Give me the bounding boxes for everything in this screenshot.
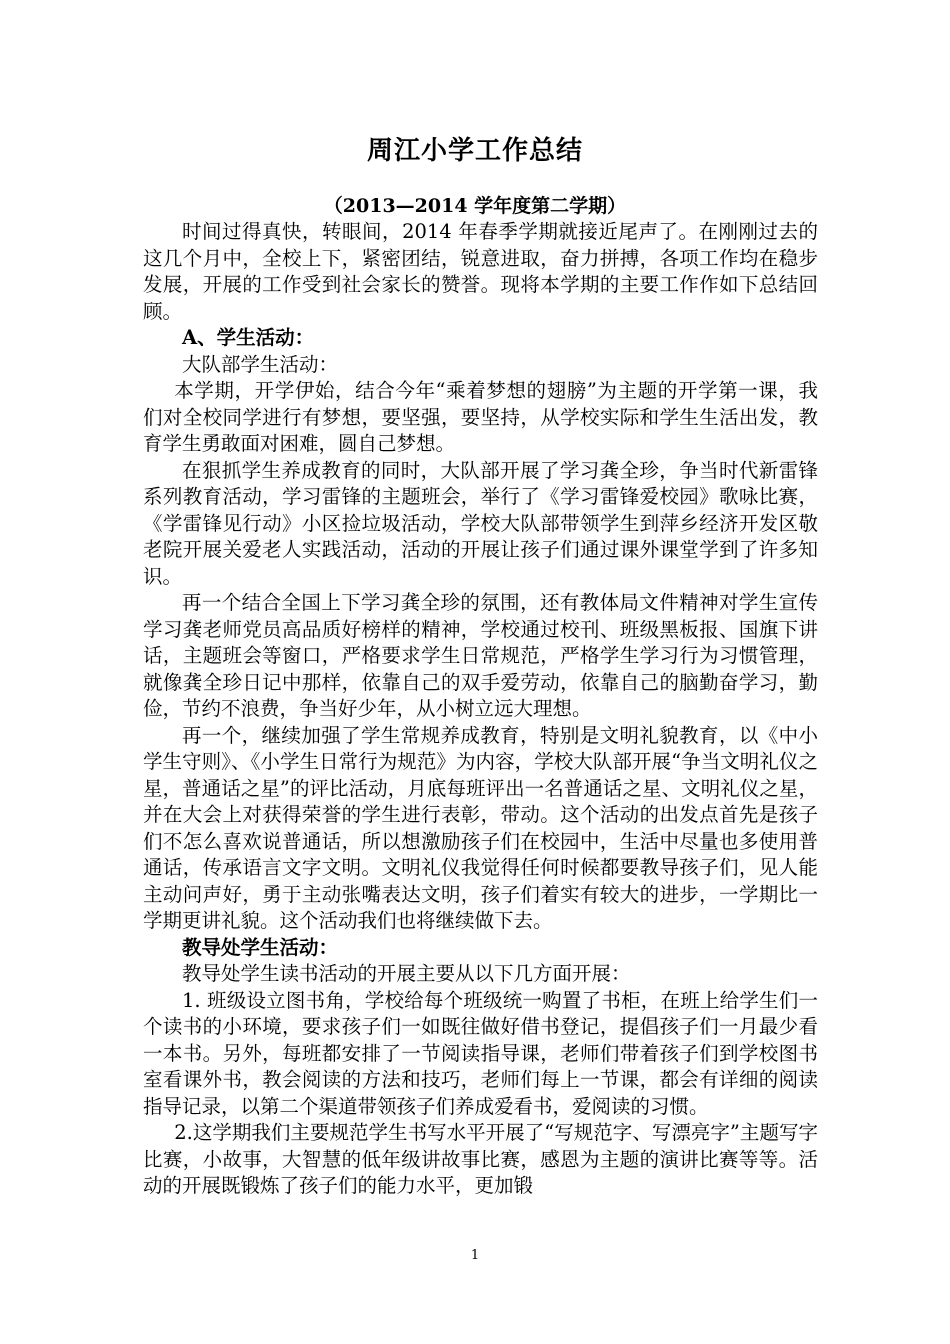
subsection-heading-academic-office: 教导处学生活动： xyxy=(182,935,339,959)
body-paragraph: 教导处学生读书活动的开展主要从以下几方面开展： xyxy=(182,962,631,985)
document-body xyxy=(143,219,818,1200)
document-subtitle: （2013—2014 学年度第二学期） xyxy=(323,195,627,217)
document-title: 周江小学工作总结 xyxy=(366,136,583,166)
page-number: 1 xyxy=(470,1248,480,1263)
intro-paragraph: 时间过得真快，转眼间，2014 年春季学期就接近尾声了。在刚刚过去的这几个月中，全校上下，紧密团结，锐意进取，奋力拼搏，各项工作均在稳步发展，开展的工作受到社会家长的赞誉。现将本学期的主要工作作如下总结回顾。 xyxy=(143,220,818,323)
body-paragraph: 本学期，开学伊始，结合今年“乘着梦想的翅膀”为主题的开学第一课，我们对全校同学进行有梦想，要坚强，要坚持，从学校实际和学生生活出发，教育学生勇敢面对困难，圆自己梦想。 xyxy=(143,379,818,455)
body-paragraph: 再一个结合全国上下学习龚全珍的氛围，还有教体局文件精神对学生宣传学习龚老师党员高品质好榜样的精神，学校通过校刊、班级黑板报、国旗下讲话，主题班会等窗口，严格要求学生日常规范，严格学生学习行为习惯管理，就像龚全珍日记中那样，依靠自己的双手爱劳动，依靠自己的脑勤奋学习，勤俭，节约不浪费，争当好少年，从小树立远大理想。 xyxy=(143,591,818,720)
body-paragraph: 再一个，继续加强了学生常规养成教育，特别是文明礼貌教育，以《中小学生守则》、《小学生日常行为规范》为内容，学校大队部开展“争当文明礼仪之星，普通话之星”的评比活动，月底每班评出一名普通话之星、文明礼仪之星，并在大会上对获得荣誉的学生进行表彰，带动。这个活动的出发点首先是孩子们不怎么喜欢说普通话，所以想激励孩子们在校园中，生活中尽量也多使用普通话，传承语言文字文明。文明礼仪我觉得任何时候都要教导孩子们，见人能主动问声好，勇于主动张嘴表达文明，孩子们着实有较大的进步，一学期比一学期更讲礼貌。这个活动我们也将继续做下去。 xyxy=(143,723,818,932)
body-paragraph: 在狠抓学生养成教育的同时，大队部开展了学习龚全珍，争当时代新雷锋系列教育活动，学习雷锋的主题班会，举行了《学习雷锋爱校园》歌咏比赛，《学雷锋见行动》小区捡垃圾活动，学校大队部带领学生到萍乡经济开发区敬老院开展关爱老人实践活动，活动的开展让孩子们通过课外课堂学到了许多知识。 xyxy=(143,458,818,588)
section-heading-student-activities: A、学生活动： xyxy=(182,326,315,349)
list-item: 2.这学期我们主要规范学生书写水平开展了“写规范字、写漂亮字”主题写字比赛，小故事，大智慧的低年级讲故事比赛，感恩为主题的演讲比赛等等。活动的开展既锻炼了孩子们的能力水平，更加锻 xyxy=(143,1121,818,1197)
subsection-heading-brigade: 大队部学生活动： xyxy=(182,352,339,376)
list-item: 1. 班级设立图书角，学校给每个班级统一购置了书柜，在班上给学生们一个读书的小环境，要求孩子们一如既往做好借书登记，提倡孩子们一月最少看一本书。另外，每班都安排了一节阅读指导课，老师们带着孩子们到学校图书室看课外书，教会阅读的方法和技巧，老师们每上一节课，都会有详细的阅读指导记录，以第二个渠道带领孩子们养成爱看书，爱阅读的习惯。 xyxy=(143,988,818,1118)
